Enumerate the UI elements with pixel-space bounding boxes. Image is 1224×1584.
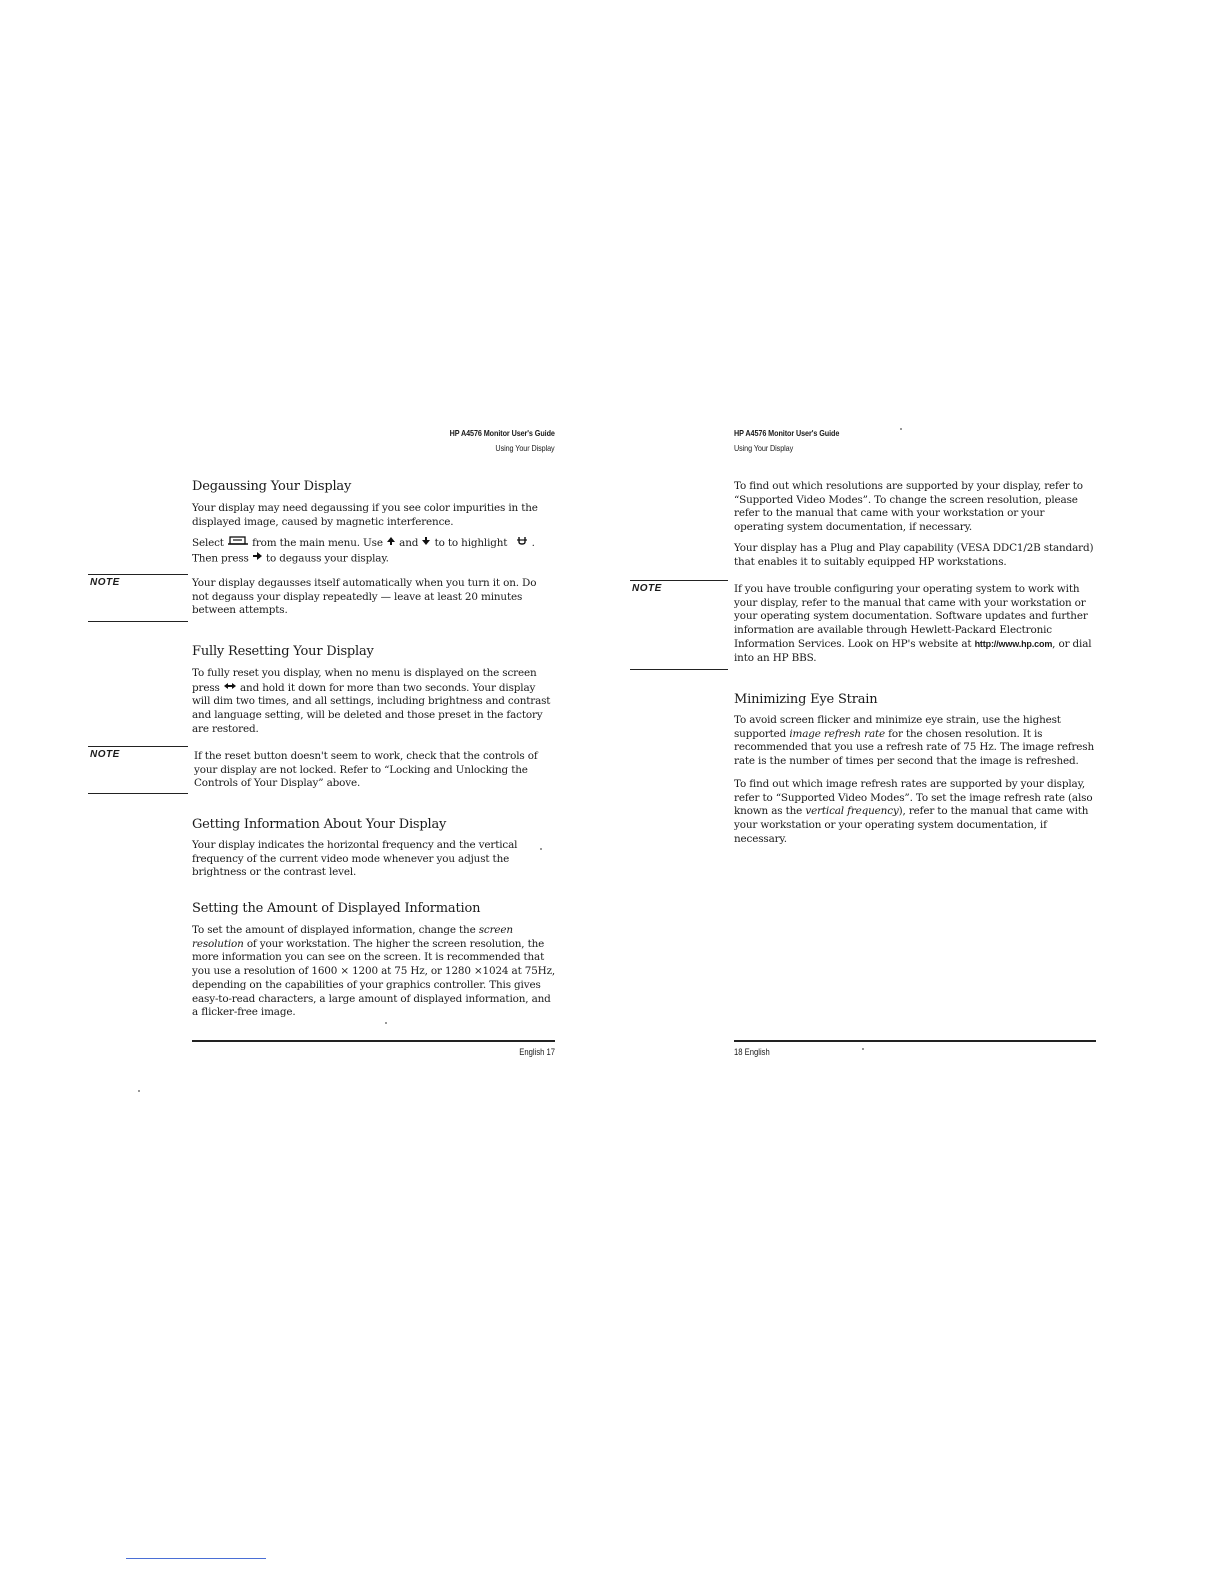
right-footer: 18 English: [734, 1047, 770, 1057]
degauss-instr-text: Select: [192, 536, 224, 549]
note-text-part: If you have trouble configuring your operating system to work with your display, refer to the manual that came with your workstation or your operating system documentation. Software updates and further information are available through Hewlett-Packard Electronic Information Services. Look on HP's website at: [734, 583, 1088, 650]
footer-rule: [192, 1040, 555, 1042]
amount-emphasis: screen resolution: [192, 924, 513, 950]
degauss-instr-text: to to highlight: [434, 536, 508, 549]
hp-website-link[interactable]: http://www.hp.com: [974, 638, 1053, 649]
eye-text: for the chosen resolution. It is recommended that you use a refresh rate of 75 Hz. The image refresh rate is the number of times per second that the image is refreshed.: [734, 727, 1094, 768]
reset-heading: Fully Resetting Your Display: [192, 644, 374, 659]
down-arrow-icon: [421, 536, 431, 551]
amount-text: of your workstation. The higher the screen resolution, the more information you can see on the screen. It is recommended that you use a resolution of 1600 × 1200 at 75 Hz, or 1280 ×1024 at 75Hz, depending on the capabilities of your graphics controller. This gives easy-to-read characters, a large amount of displayed information, and a flicker-free image.: [192, 937, 556, 1019]
scan-speck: [138, 1090, 140, 1092]
resolution-paragraph: To find out which resolutions are supported by your display, refer to “Supported Video Modes”. To change the screen resolution, please refer to the manual that came with your workstation or your operating system documentation, if necessary.: [734, 480, 1083, 534]
eye-text: To avoid screen flicker and minimize eye strain, use the highest supported: [734, 714, 1061, 740]
degauss-instr-text: and: [399, 536, 419, 549]
eye-strain-paragraph-2: [734, 778, 1096, 847]
scan-speck: [862, 1048, 864, 1050]
note-rule-bottom: [88, 793, 188, 794]
reset-paragraph: [192, 667, 554, 736]
degauss-instr-text: .: [531, 536, 535, 549]
right-header-title: HP A4576 Monitor User's Guide: [734, 428, 840, 438]
info-heading: Getting Information About Your Display: [192, 817, 447, 832]
plug-and-play-paragraph: Your display has a Plug and Play capability (VESA DDC1/2B standard) that enables it to suitably equipped HP workstations.: [734, 542, 1094, 568]
right-arrow-icon: [252, 551, 263, 566]
scan-speck: [540, 848, 542, 850]
note-label: NOTE: [632, 583, 662, 594]
eye-emphasis: image refresh rate: [789, 727, 886, 740]
eye-text: ), refer to the manual that came with your workstation or your operating system documentation, if necessary.: [734, 805, 1089, 845]
note-rule-bottom: [88, 621, 188, 622]
note-text: If the reset button doesn't seem to work, check that the controls of your display are not locked. Refer to “Locking and Unlocking the Controls of Your Display” above.: [194, 750, 538, 790]
note-rule-top: [88, 574, 188, 575]
note-text: [734, 583, 1096, 665]
degauss-symbol-icon: [516, 535, 528, 551]
degauss-menu-icon: [227, 535, 249, 551]
reset-text: To fully reset you display, when no menu is displayed on the screen press: [192, 667, 537, 694]
reset-text: and hold it down for more than two seconds. Your display will dim two times, and all settings, including brightness and contrast and language setting, will be deleted and those preset in the factory are restored.: [192, 681, 551, 735]
degauss-instructions: [192, 535, 572, 566]
eye-strain-paragraph-1: [734, 714, 1094, 769]
left-footer: English 17: [519, 1047, 555, 1057]
bottom-blue-line: [126, 1558, 266, 1559]
note-text-part: , or dial into an HP BBS.: [734, 637, 1092, 664]
reset-button-icon: [223, 681, 237, 695]
up-arrow-icon: [386, 536, 396, 551]
eye-text: To find out which image refresh rates are supported by your display, refer to “Supported Video Modes”. To set the image refresh rate (also known as the: [734, 778, 1093, 818]
degauss-instr-text: from the main menu. Use: [252, 536, 383, 549]
degauss-instr-text: Then press: [192, 552, 249, 565]
amount-text: To set the amount of displayed information, change the: [192, 924, 476, 936]
left-header-section: Using Your Display: [495, 443, 555, 453]
note-rule-top: [88, 746, 188, 747]
degauss-instr-text: to degauss your display.: [266, 552, 389, 565]
note-rule-bottom: [630, 669, 728, 670]
degauss-paragraph: Your display may need degaussing if you see color impurities in the displayed image, caused by magnetic interference.: [192, 502, 538, 528]
left-header-title: HP A4576 Monitor User's Guide: [449, 428, 555, 438]
eye-emphasis: vertical frequency: [805, 805, 899, 818]
scan-speck: [385, 1022, 387, 1024]
amount-heading: Setting the Amount of Displayed Information: [192, 901, 481, 916]
info-paragraph: Your display indicates the horizontal frequency and the vertical frequency of the current video mode whenever you adjust the brightness or the contrast level.: [192, 839, 518, 879]
scan-speck: [900, 428, 902, 430]
note-label: NOTE: [90, 749, 120, 760]
footer-rule: [734, 1040, 1096, 1042]
degauss-heading: Degaussing Your Display: [192, 479, 352, 494]
amount-paragraph: [192, 924, 556, 1020]
note-label: NOTE: [90, 577, 120, 588]
eye-strain-heading: Minimizing Eye Strain: [734, 692, 878, 707]
note-text: Your display degausses itself automatically when you turn it on. Do not degauss your display repeatedly — leave at least 20 minutes between attempts.: [192, 577, 537, 617]
right-header-section: Using Your Display: [734, 443, 794, 453]
note-rule-top: [630, 580, 728, 581]
